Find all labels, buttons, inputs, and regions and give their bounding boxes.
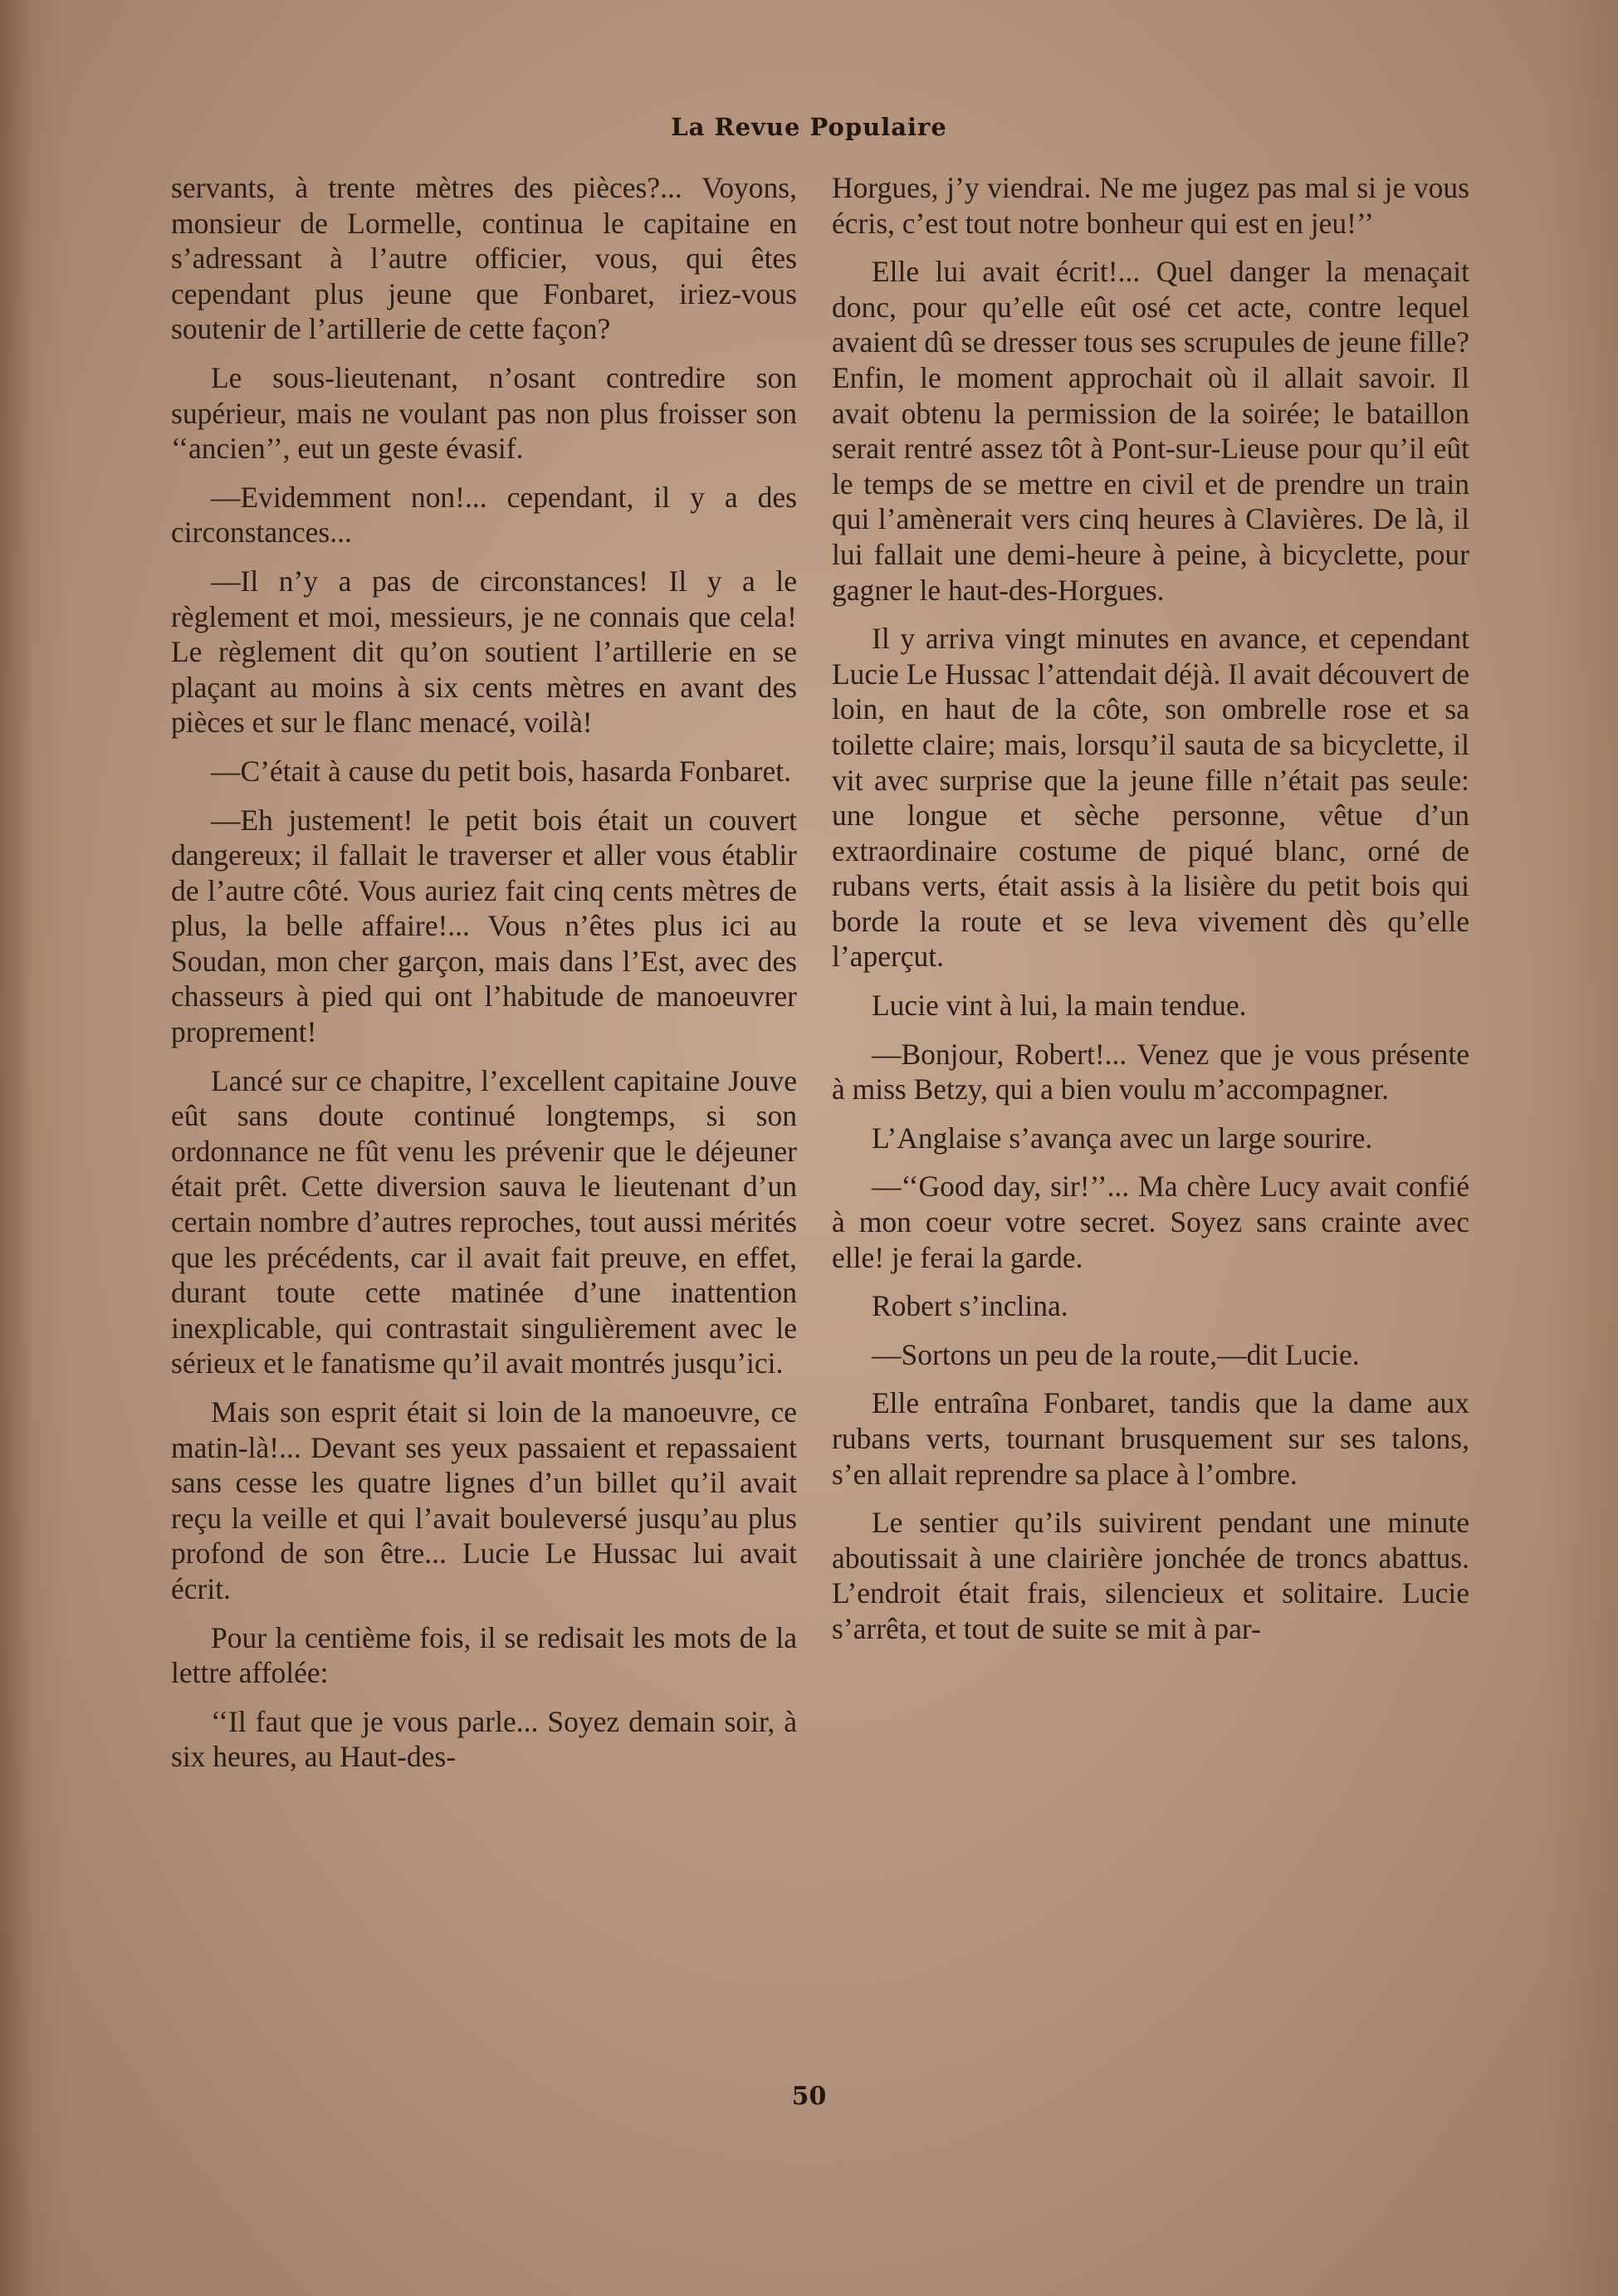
paragraph: Elle entraîna Fonbaret, tandis que la dame aux rubans verts, tournant brusquement sur ses talons, s’en allait reprendre sa place à l’ombre. bbox=[832, 1386, 1469, 1491]
paragraph: Le sous-lieutenant, n’osant contredire son supérieur, mais ne voulant pas non plus froisser son ‘‘ancien’’, eut un geste évasif. bbox=[171, 360, 797, 466]
paragraph: —Evidemment non!... cependant, il y a des circonstances... bbox=[171, 480, 797, 550]
paragraph: Horgues, j’y viendrai. Ne me jugez pas mal si je vous écris, c’est tout notre bonheur qui est en jeu!’’ bbox=[832, 171, 1469, 240]
paragraph: Elle lui avait écrit!... Quel danger la menaçait donc, pour qu’elle eût osé cet acte, contre lequel avaient dû se dresser tous ses scrupules de jeune fille? Enfin, le moment approchait où il allait savoir. Il avait obtenu la permission de la soirée; le bataillon serait rentré assez tôt à Pont-sur-Lieuse pour qu’il eût le temps de se mettre en civil et de prendre un train qui l’amènerait vers cinq heures à Clavières. De là, il lui fallait une demi-heure à peine, à bicyclette, pour gagner le haut-des-Horgues. bbox=[832, 255, 1469, 607]
paragraph: ‘‘Il faut que je vous parle... Soyez demain soir, à six heures, au Haut-des- bbox=[171, 1704, 797, 1774]
paragraph: —Il n’y a pas de circonstances! Il y a le règlement et moi, messieurs, je ne connais que cela! Le règlement dit qu’on soutient l’artillerie en se plaçant au moins à six cents mètres en avant des pièces et sur le flanc menacé, voilà! bbox=[171, 564, 797, 740]
paragraph: Lancé sur ce chapitre, l’excellent capitaine Jouve eût sans doute continué longtemps, si son ordonnance ne fût venu les prévenir que le déjeuner était prêt. Cette diversion sauva le lieutenant d’un certain nombre d’autres reproches, tout aussi mérités que les précédents, car il avait fait preuve, en effet, durant toute cette matinée d’une inattention inexplicable, qui contrastait singulièrement avec le sérieux et le fanatisme qu’il avait montrés jusqu’ici. bbox=[171, 1063, 797, 1380]
paragraph: —Sortons un peu de la route,—dit Lucie. bbox=[872, 1337, 1360, 1371]
running-header: La Revue Populaire bbox=[671, 113, 947, 141]
page-fold-shadow bbox=[0, 0, 33, 2296]
paragraph: Robert s’inclina. bbox=[872, 1289, 1068, 1323]
paragraph: —C’était à cause du petit bois, hasarda Fonbaret. bbox=[211, 754, 791, 788]
right-column bbox=[832, 170, 1469, 1660]
paragraph: Il y arriva vingt minutes en avance, et cependant Lucie Le Hussac l’attendait déjà. Il avait découvert de loin, en haut de la côte, son ombrelle rose et sa toilette claire; mais, lorsqu’il sauta de sa bicyclette, il vit avec surprise que la jeune fille n’était pas seule: une longue et sèche personne, vêtue d’un extraordinaire costume de piqué blanc, orné de rubans verts, était assis à la lisière du petit bois qui borde la route et se leva vivement dès qu’elle l’aperçut. bbox=[832, 622, 1469, 974]
paragraph: Le sentier qu’ils suivirent pendant une minute aboutissait à une clairière jonchée de troncs abattus. L’endroit était frais, silencieux et solitaire. Lucie s’arrêta, et tout de suite se mit à par- bbox=[832, 1506, 1469, 1645]
paragraph: Mais son esprit était si loin de la manoeuvre, ce matin-là!... Devant ses yeux passaient et repassaient sans cesse les quatre lignes d’un billet qu’il avait reçu la veille et qui l’avait bouleversé jusqu’au plus profond de son être... Lucie Le Hussac lui avait écrit. bbox=[171, 1395, 797, 1605]
paragraph: L’Anglaise s’avança avec un large sourire. bbox=[872, 1121, 1373, 1155]
paragraph: —Eh justement! le petit bois était un couvert dangereux; il fallait le traverser et aller vous établir de l’autre côté. Vous auriez fait cinq cents mètres de plus, la belle affaire!... Vous n’êtes plus ici au Soudan, mon cher garçon, mais dans l’Est, avec des chasseurs à pied qui ont l’habitude de manoeuvrer proprement! bbox=[171, 803, 797, 1049]
page-number: 50 bbox=[791, 2082, 827, 2111]
left-column bbox=[171, 170, 797, 1788]
paragraph: —Bonjour, Robert!... Venez que je vous présente à miss Betzy, qui a bien voulu m’accompagner. bbox=[832, 1037, 1469, 1106]
paragraph: —‘‘Good day, sir!’’... Ma chère Lucy avait confié à mon coeur votre secret. Soyez sans crainte avec elle! je ferai la garde. bbox=[832, 1170, 1469, 1274]
paragraph: servants, à trente mètres des pièces?... Voyons, monsieur de Lormelle, continua le capitaine en s’adressant à l’autre officier, vous, qui êtes cependant plus jeune que Fonbaret, iriez-vous soutenir de l’artillerie de cette façon? bbox=[171, 171, 797, 346]
paragraph: Lucie vint à lui, la main tendue. bbox=[872, 989, 1247, 1023]
paragraph: Pour la centième fois, il se redisait les mots de la lettre affolée: bbox=[171, 1620, 797, 1690]
